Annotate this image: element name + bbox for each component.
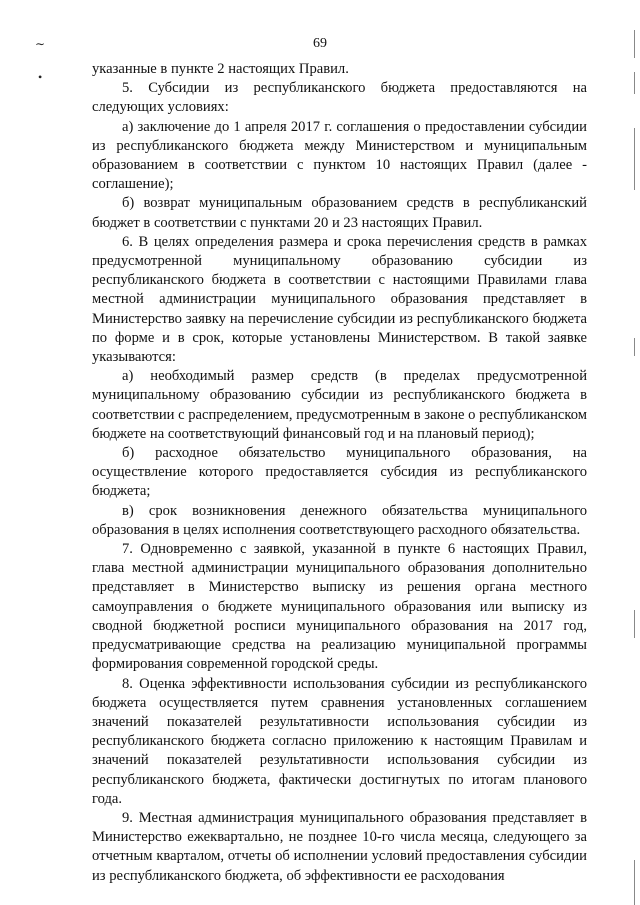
paragraph: 5. Субсидии из республиканского бюджета предоставляются на следующих условиях: bbox=[92, 80, 587, 116]
paragraph: а) заключение до 1 апреля 2017 г. соглашения о предоставлении субсидии из республиканского бюджета между Министерством и муниципальным образованием в соответствии с пунктом 10 настоящих Правил (далее - соглашение); bbox=[92, 118, 587, 193]
scan-mark: ∼ bbox=[35, 37, 46, 51]
scan-edge-line bbox=[634, 610, 635, 638]
paragraph: 7. Одновременно с заявкой, указанной в пункте 6 настоящих Правил, глава местной администрации муниципального образования дополнительно представляет в Министерство выписку из решения органа местного самоуправления о бюджете муниципального образования или выписку из сводной бюджетной росписи муниципального образования на 2017 год, предусматривающие средства на реализацию муниципальной программы формирования современной городской среды. bbox=[92, 541, 587, 673]
paragraph: б) возврат муниципальным образованием средств в республиканский бюджет в соответствии с пунктами 20 и 23 настоящих Правил. bbox=[92, 195, 587, 231]
document-body bbox=[92, 60, 587, 886]
paragraph: б) расходное обязательство муниципального образования, на осуществление которого предоставляется субсидия из республиканского бюджета; bbox=[92, 445, 587, 500]
paragraph: 8. Оценка эффективности использования субсидии из республиканского бюджета осуществляется путем сравнения установленных соглашением значений показателей результативности использования субсидии из республиканского бюджета согласно приложению к настоящим Правилам и значений показателей результативности использования субсидии из республиканского бюджета, фактически достигнутых по итогам планового года. bbox=[92, 675, 587, 807]
scan-edge-line bbox=[634, 338, 635, 356]
paragraph: 6. В целях определения размера и срока перечисления средств в рамках предусмотренной муниципальному образованию субсидии из республиканского бюджета в соответствии с настоящими Правилами глава местной администрации муниципального образования представляет в Министерство заявку на перечисление субсидии из республиканского бюджета по форме и в срок, которые установлены Министерством. В такой заявке указываются: bbox=[92, 233, 587, 366]
scan-edge-line bbox=[634, 30, 635, 58]
page-number: 69 bbox=[313, 36, 327, 51]
paragraph: а) необходимый размер средств (в пределах предусмотренной муниципальному образованию субсидии из республиканского бюджета в соответствии с распределением, предусмотренным в законе о республиканском бюджете на соответствующий финансовый год и на плановый период); bbox=[92, 368, 587, 442]
scan-edge-line bbox=[634, 860, 635, 905]
paragraph: 9. Местная администрация муниципального образования представляет в Министерство ежеквартально, не позднее 10-го числа месяца, следующего за отчетным кварталом, отчеты об исполнении условий предоставления субсидии из республиканского бюджета, об эффективности ее расходования bbox=[92, 809, 587, 884]
scan-edge-line bbox=[634, 128, 635, 190]
scan-mark: • bbox=[38, 70, 43, 84]
scan-edge-line bbox=[634, 72, 635, 94]
paragraph: в) срок возникновения денежного обязательства муниципального образования в целях исполнения соответствующего расходного обязательства. bbox=[92, 502, 587, 538]
paragraph: указанные в пункте 2 настоящих Правил. bbox=[92, 61, 349, 77]
